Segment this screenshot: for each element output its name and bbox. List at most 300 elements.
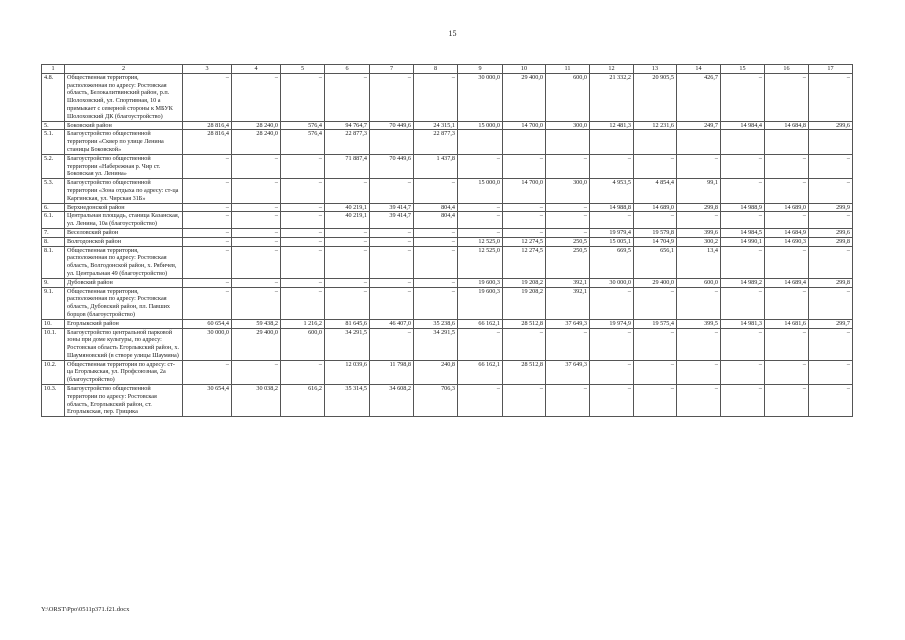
value-cell: 59 438,2 [232,319,281,328]
column-number-header: 16 [765,65,809,74]
value-cell: – [721,360,765,384]
value-cell: 804,4 [414,212,458,229]
value-cell: – [634,385,677,417]
value-cell: 300,0 [546,121,590,130]
value-cell: – [677,360,721,384]
value-cell: – [503,154,546,178]
table-row [42,73,853,121]
value-cell: – [183,246,232,278]
value-cell: 19 208,2 [503,287,546,319]
value-cell: – [414,237,458,246]
value-cell: – [809,73,853,121]
value-cell: 14 981,3 [721,319,765,328]
table-row [42,130,853,154]
value-cell: – [232,203,281,212]
row-name-cell: Дубовский район [65,278,183,287]
value-cell: 600,0 [546,73,590,121]
value-cell: – [183,237,232,246]
value-cell: – [590,212,634,229]
value-cell: – [546,228,590,237]
value-cell: 81 645,6 [325,319,370,328]
value-cell: 14 700,0 [503,179,546,203]
value-cell: 19 579,8 [634,228,677,237]
value-cell: – [232,360,281,384]
value-cell: 94 764,7 [325,121,370,130]
column-number-header: 11 [546,65,590,74]
row-name-cell: Боковский район [65,121,183,130]
row-number-cell: 9. [42,278,65,287]
value-cell: – [809,154,853,178]
value-cell: 70 449,6 [370,121,414,130]
value-cell: – [325,237,370,246]
table-row [42,287,853,319]
value-cell: – [325,179,370,203]
value-cell: – [325,287,370,319]
value-cell: 12 481,3 [590,121,634,130]
value-cell: – [414,228,458,237]
value-cell: – [546,385,590,417]
value-cell: 12 274,5 [503,237,546,246]
value-cell: 12 525,0 [458,246,503,278]
value-cell: 22 877,3 [414,130,458,154]
value-cell: – [634,212,677,229]
row-number-cell: 5. [42,121,65,130]
value-cell: – [677,385,721,417]
value-cell: – [721,385,765,417]
value-cell: 99,1 [677,179,721,203]
value-cell: – [546,212,590,229]
value-cell: 299,6 [809,121,853,130]
row-number-cell: 7. [42,228,65,237]
value-cell: – [765,246,809,278]
value-cell: – [765,73,809,121]
value-cell: – [370,246,414,278]
table-row [42,228,853,237]
value-cell: – [765,287,809,319]
value-cell: 28 240,0 [232,130,281,154]
value-cell: – [809,328,853,360]
value-cell: 60 654,4 [183,319,232,328]
value-cell: 19 600,3 [458,287,503,319]
value-cell: 19 974,9 [590,319,634,328]
column-number-header-row [42,65,853,74]
value-cell: – [546,154,590,178]
value-cell: 669,5 [590,246,634,278]
row-number-cell: 9.1. [42,287,65,319]
value-cell: – [183,73,232,121]
value-cell: – [677,328,721,360]
value-cell: – [414,246,458,278]
value-cell: – [370,278,414,287]
value-cell: 28 512,8 [503,360,546,384]
value-cell: 1 216,2 [281,319,325,328]
value-cell [458,130,503,154]
value-cell: – [458,203,503,212]
value-cell: 28 240,0 [232,121,281,130]
value-cell: – [809,212,853,229]
value-cell: 28 816,4 [183,121,232,130]
value-cell: – [232,154,281,178]
value-cell: 576,4 [281,121,325,130]
value-cell: – [232,179,281,203]
value-cell: – [414,287,458,319]
value-cell: 70 449,6 [370,154,414,178]
value-cell: – [281,203,325,212]
budget-table [41,64,853,417]
value-cell: – [458,154,503,178]
value-cell: – [458,212,503,229]
value-cell: 34 291,5 [325,328,370,360]
value-cell: 299,8 [809,237,853,246]
value-cell: – [232,246,281,278]
value-cell: 14 988,8 [590,203,634,212]
value-cell: 30 654,4 [183,385,232,417]
value-cell: – [370,328,414,360]
value-cell: 14 704,9 [634,237,677,246]
value-cell: 804,4 [414,203,458,212]
row-name-cell: Общественная территория, расположенная по адресу: Ростовская область, Волгодонской район, х. Рябичев, ул. Центральная 49 (благоустройство) [65,246,183,278]
value-cell: – [503,228,546,237]
value-cell: – [232,278,281,287]
value-cell: 14 984,4 [721,121,765,130]
value-cell: 14 700,0 [503,121,546,130]
value-cell: 706,3 [414,385,458,417]
table-row [42,179,853,203]
value-cell: 300,2 [677,237,721,246]
value-cell: 14 689,4 [765,278,809,287]
value-cell: 40 219,1 [325,203,370,212]
value-cell: 14 690,3 [765,237,809,246]
value-cell: – [458,228,503,237]
row-number-cell: 4.8. [42,73,65,121]
value-cell: 37 649,3 [546,360,590,384]
value-cell: – [183,278,232,287]
table-row [42,319,853,328]
value-cell: – [183,203,232,212]
value-cell: – [183,179,232,203]
value-cell: 29 400,0 [503,73,546,121]
value-cell: 30 038,2 [232,385,281,417]
value-cell [809,130,853,154]
value-cell: 299,8 [677,203,721,212]
value-cell: – [183,212,232,229]
value-cell: 240,8 [414,360,458,384]
value-cell: 37 649,3 [546,319,590,328]
column-number-header: 7 [370,65,414,74]
value-cell: – [281,360,325,384]
value-cell: 616,2 [281,385,325,417]
page-number: 15 [448,29,457,38]
value-cell [765,130,809,154]
value-cell: 71 887,4 [325,154,370,178]
value-cell: 30 000,0 [590,278,634,287]
value-cell: – [634,287,677,319]
column-number-header: 13 [634,65,677,74]
value-cell: 34 291,5 [414,328,458,360]
column-number-header: 1 [42,65,65,74]
value-cell: 392,1 [546,278,590,287]
row-number-cell: 6. [42,203,65,212]
value-cell: – [590,385,634,417]
value-cell: 12 525,0 [458,237,503,246]
row-name-cell: Егорлыкский район [65,319,183,328]
value-cell: – [281,237,325,246]
value-cell: 392,1 [546,287,590,319]
value-cell: 14 684,8 [765,121,809,130]
row-number-cell: 5.3. [42,179,65,203]
value-cell: 30 000,0 [183,328,232,360]
value-cell: – [325,278,370,287]
column-number-header: 3 [183,65,232,74]
value-cell: – [281,278,325,287]
row-name-cell: Центральная площадь, станица Казанская, ул. Ленина, 10а (благоустройство) [65,212,183,229]
value-cell: – [183,287,232,319]
table-row [42,360,853,384]
value-cell: 15 000,0 [458,121,503,130]
value-cell: – [370,179,414,203]
row-number-cell: 10.3. [42,385,65,417]
value-cell: – [634,360,677,384]
value-cell: – [721,154,765,178]
value-cell: 250,5 [546,237,590,246]
value-cell: – [281,212,325,229]
value-cell [677,130,721,154]
value-cell: – [721,246,765,278]
value-cell: 12 039,6 [325,360,370,384]
column-number-header: 6 [325,65,370,74]
value-cell: – [765,385,809,417]
value-cell: 15 005,1 [590,237,634,246]
row-name-cell: Благоустройство центральной парковой зоны при доме культуры, по адресу: Ростовская область Егорлыкский район, х. Шаумяновский (в створе улицы Шаумяна) [65,328,183,360]
value-cell: – [281,228,325,237]
value-cell: 46 407,0 [370,319,414,328]
column-number-header: 4 [232,65,281,74]
value-cell: 11 798,8 [370,360,414,384]
value-cell: – [281,179,325,203]
column-number-header: 15 [721,65,765,74]
file-path-footer: Y:\ORST\Ppo\0511p371.f21.docx [41,606,130,613]
value-cell [721,130,765,154]
value-cell: 4 854,4 [634,179,677,203]
value-cell [590,130,634,154]
value-cell: – [721,328,765,360]
row-name-cell: Веселовский район [65,228,183,237]
value-cell: 35 238,6 [414,319,458,328]
value-cell: 1 437,8 [414,154,458,178]
value-cell: – [503,328,546,360]
value-cell: 299,6 [809,228,853,237]
table-row [42,246,853,278]
value-cell: – [503,212,546,229]
value-cell: 19 208,2 [503,278,546,287]
value-cell: – [325,73,370,121]
table-row [42,385,853,417]
column-number-header: 17 [809,65,853,74]
value-cell: 14 684,9 [765,228,809,237]
value-cell: 399,6 [677,228,721,237]
value-cell: – [281,246,325,278]
value-cell: 22 877,3 [325,130,370,154]
value-cell: – [232,212,281,229]
row-number-cell: 10.1. [42,328,65,360]
table-row [42,154,853,178]
row-name-cell: Общественная территория, расположенная по адресу: Ростовская область, Белокалитвинский район, р.п. Шолоховский, ул. Спортивная, 10 а примыкает с северной стороны к МБУК Шолоховский ДК (благоустройство) [65,73,183,121]
value-cell: – [458,385,503,417]
value-cell: – [809,246,853,278]
table-row [42,203,853,212]
value-cell: – [590,154,634,178]
table-row [42,121,853,130]
value-cell: 299,9 [809,203,853,212]
column-number-header: 14 [677,65,721,74]
value-cell: 19 979,4 [590,228,634,237]
table-row [42,212,853,229]
value-cell: – [414,278,458,287]
value-cell: 576,4 [281,130,325,154]
value-cell: 250,5 [546,246,590,278]
row-name-cell: Благоустройство общественной территории «Зона отдыха по адресу: ст-ца Каргинская, ул. Чирская 31Б» [65,179,183,203]
row-number-cell: 6.1. [42,212,65,229]
value-cell: 28 816,4 [183,130,232,154]
value-cell: 66 162,1 [458,360,503,384]
value-cell: – [281,154,325,178]
value-cell: – [458,328,503,360]
row-name-cell: Верхнедонской район [65,203,183,212]
value-cell: 12 231,6 [634,121,677,130]
table-row [42,328,853,360]
value-cell: 40 219,1 [325,212,370,229]
column-number-header: 10 [503,65,546,74]
value-cell: – [677,212,721,229]
value-cell: – [721,287,765,319]
table-row [42,237,853,246]
value-cell: – [721,73,765,121]
value-cell: – [232,73,281,121]
row-number-cell: 5.1. [42,130,65,154]
value-cell: – [721,212,765,229]
value-cell: – [590,328,634,360]
value-cell: 300,0 [546,179,590,203]
value-cell: – [546,328,590,360]
value-cell: – [809,179,853,203]
value-cell: – [232,237,281,246]
column-number-header: 8 [414,65,458,74]
value-cell: – [765,179,809,203]
column-number-header: 2 [65,65,183,74]
value-cell: 299,7 [809,319,853,328]
value-cell: – [634,328,677,360]
value-cell: 14 681,6 [765,319,809,328]
value-cell [634,130,677,154]
value-cell: 21 332,2 [590,73,634,121]
value-cell: 30 000,0 [458,73,503,121]
value-cell: – [765,328,809,360]
value-cell: – [721,179,765,203]
value-cell: – [370,287,414,319]
value-cell: 24 315,1 [414,121,458,130]
value-cell: 14 689,0 [765,203,809,212]
value-cell: – [325,228,370,237]
value-cell: – [765,154,809,178]
value-cell: 14 990,1 [721,237,765,246]
value-cell: 426,7 [677,73,721,121]
value-cell: – [503,203,546,212]
value-cell: 28 512,8 [503,319,546,328]
value-cell: – [677,287,721,319]
value-cell: – [183,154,232,178]
value-cell: 20 905,5 [634,73,677,121]
value-cell: – [765,212,809,229]
row-number-cell: 5.2. [42,154,65,178]
value-cell: 19 600,3 [458,278,503,287]
value-cell: – [503,385,546,417]
column-number-header: 9 [458,65,503,74]
value-cell: – [809,360,853,384]
value-cell: – [325,246,370,278]
value-cell: – [634,154,677,178]
column-number-header: 5 [281,65,325,74]
value-cell: – [809,385,853,417]
value-cell: 35 314,5 [325,385,370,417]
value-cell: 14 689,0 [634,203,677,212]
value-cell [370,130,414,154]
value-cell: – [765,360,809,384]
value-cell: 656,1 [634,246,677,278]
value-cell: – [546,203,590,212]
value-cell: 14 984,5 [721,228,765,237]
value-cell: – [414,73,458,121]
value-cell: 249,7 [677,121,721,130]
value-cell: 13,4 [677,246,721,278]
row-number-cell: 10.2. [42,360,65,384]
value-cell: 600,0 [677,278,721,287]
value-cell: 34 608,2 [370,385,414,417]
value-cell: 14 988,9 [721,203,765,212]
value-cell: 14 989,2 [721,278,765,287]
value-cell: 15 000,0 [458,179,503,203]
value-cell: 299,8 [809,278,853,287]
value-cell: – [281,73,325,121]
value-cell: – [232,287,281,319]
row-name-cell: Благоустройство общественной территории «Сквер по улице Ленина станицы Боковской» [65,130,183,154]
value-cell: – [677,154,721,178]
value-cell: – [370,228,414,237]
value-cell: – [809,287,853,319]
value-cell: 29 400,0 [232,328,281,360]
row-name-cell: Волгодонской район [65,237,183,246]
value-cell: 12 274,5 [503,246,546,278]
row-name-cell: Общественная территория по адресу: ст-ца Егорлыкская, ул. Профсоюзная, 2а (благоустройство) [65,360,183,384]
value-cell: – [183,228,232,237]
row-name-cell: Благоустройство общественной территории «Набережная р. Чир ст. Боковская ул. Ленина» [65,154,183,178]
value-cell: 29 400,0 [634,278,677,287]
column-number-header: 12 [590,65,634,74]
row-number-cell: 8.1. [42,246,65,278]
value-cell: 19 575,4 [634,319,677,328]
value-cell: 66 162,1 [458,319,503,328]
value-cell: 600,0 [281,328,325,360]
value-cell: 399,5 [677,319,721,328]
value-cell [503,130,546,154]
value-cell: – [370,237,414,246]
row-name-cell: Общественная территория, расположенная по адресу: Ростовская область, Дубовский район, пл. Павших борцов (благоустройство) [65,287,183,319]
row-number-cell: 8. [42,237,65,246]
value-cell: – [590,360,634,384]
value-cell: 39 414,7 [370,212,414,229]
value-cell: – [232,228,281,237]
table-row [42,278,853,287]
value-cell: – [183,360,232,384]
